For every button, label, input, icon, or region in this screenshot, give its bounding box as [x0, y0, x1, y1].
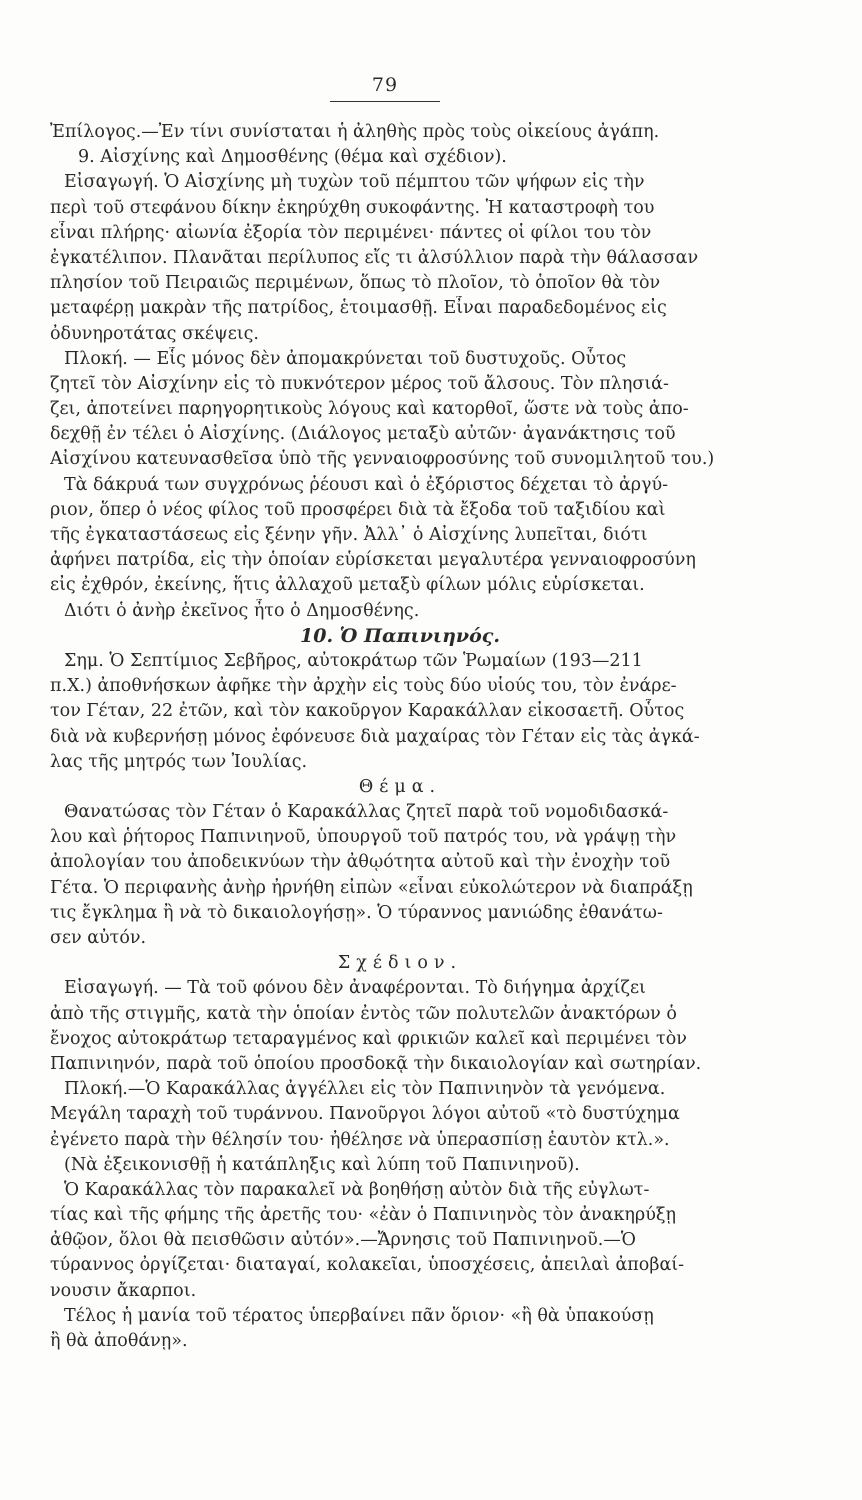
text-line: τῆς ἐγκαταστάσεως εἰς ξένην γῆν. Ἀλλ᾽ ὁ Αἰσχίνης λυπεῖται, διότι: [50, 525, 648, 545]
text-line: τύραννος ὀργίζεται· διαταγαί, κολακεῖαι, ὑποσχέσεις, ἀπειλαὶ ἀποβαί-: [50, 1255, 685, 1276]
text-line: 10. Ὁ Παπινιηνός.: [300, 624, 500, 647]
text-line: τίας καὶ τῆς φήμης τῆς ἀρετῆς του· «ἐὰν ὁ Παπινιηνὸς τὸν ἀνακηρύξῃ: [50, 1205, 676, 1226]
text-line: διὰ νὰ κυβερνήσῃ μόνος ἐφόνευσε διὰ μαχαίρας τὸν Γέταν εἰς τὰς ἀγκά-: [50, 726, 700, 747]
text-line: ἀθῷον, ὅλοι θὰ πεισθῶσιν αὐτόν».—Ἄρνησις τοῦ Παπινιηνοῦ.—Ὁ: [50, 1230, 636, 1251]
text-line: ὀδυνηροτάτας σκέψεις.: [50, 323, 259, 344]
text-line: νουσιν ἄκαρποι.: [50, 1280, 197, 1301]
text-line: σεν αὐτόν.: [50, 928, 147, 948]
text-line: λου καὶ ῥήτορος Παπινιηνοῦ, ὑπουργοῦ τοῦ πατρός του, νὰ γράψῃ τὴν: [50, 827, 677, 848]
text-line: ἀπὸ τῆς στιγμῆς, κατὰ τὴν ὁποίαν ἐντὸς τῶν πολυτελῶν ἀνακτόρων ὁ: [50, 1003, 677, 1024]
text-line: Τὰ δάκρυά των συγχρόνως ῥέουσι καὶ ὁ ἐξόριστος δέχεται τὸ ἀργύ-: [64, 474, 669, 495]
text-line: τις ἔγκλημα ἢ νὰ τὸ δικαιολογήσῃ». Ὁ τύραννος μανιώδης ἐθανάτω-: [50, 902, 663, 923]
text-line: π.Χ.) ἀποθνήσκων ἀφῆκε τὴν ἀρχὴν εἰς τοὺς δύο υἱούς του, τὸν ἐνάρε-: [50, 676, 677, 697]
text-line: ζητεῖ τὸν Αἰσχίνην εἰς τὸ πυκνότερον μέρος τοῦ ἄλσους. Τὸν πλησιά-: [50, 373, 669, 394]
text-line: Ὁ Καρακάλλας τὸν παρακαλεῖ νὰ βοηθήσῃ αὐτὸν διὰ τῆς εὐγλωτ-: [64, 1179, 650, 1200]
text-line: ἀφήνει πατρίδα, εἰς τὴν ὁποίαν εὑρίσκεται μεγαλυτέρα γενναιοφροσύνη: [50, 550, 696, 571]
text-line: 9. Αἰσχίνης καὶ Δημοσθένης (θέμα καὶ σχέδιον).: [78, 147, 507, 168]
page-number: 79: [371, 74, 399, 96]
text-line: εἰς ἐχθρόν, ἐκείνης, ἥτις ἀλλαχοῦ μεταξὺ φίλων μόλις εὑρίσκεται.: [50, 575, 645, 596]
text-line: ζει, ἀποτείνει παρηγορητικοὺς λόγους καὶ κατορθοῖ, ὥστε νὰ τοὺς ἀπο-: [50, 399, 689, 420]
text-line: Θέμα.: [358, 776, 442, 797]
text-line: Σημ. Ὁ Σεπτίμιος Σεβῆρος, αὐτοκράτωρ τῶν Ῥωμαίων (193—211: [64, 650, 643, 671]
text-line: Σχέδιον.: [337, 953, 463, 974]
text-line: ἐγένετο παρὰ τὴν θέλησίν του· ἠθέλησε νὰ ὑπερασπίσῃ ἑαυτὸν κτλ.».: [50, 1129, 670, 1150]
page-number-rule: [330, 101, 440, 102]
text-line: Εἰσαγωγή. — Τὰ τοῦ φόνου δὲν ἀναφέρονται. Τὸ διήγημα ἀρχίζει: [64, 978, 646, 999]
text-line: τον Γέταν, 22 ἐτῶν, καὶ τὸν κακοῦργον Καρακάλλαν εἰκοσαετῆ. Οὗτος: [50, 701, 685, 722]
text-line: Εἰσαγωγή. Ὁ Αἰσχίνης μὴ τυχὼν τοῦ πέμπτου τῶν ψήφων εἰς τὴν: [64, 172, 645, 193]
text-line: Θανατώσας τὸν Γέταν ὁ Καρακάλλας ζητεῖ παρὰ τοῦ νομοδιδασκά-: [64, 802, 669, 823]
text-line: Διότι ὁ ἀνὴρ ἐκεῖνος ἦτο ὁ Δημοσθένης.: [64, 600, 420, 621]
text-line: πλησίον τοῦ Πειραιῶς περιμένων, ὅπως τὸ πλοῖον, τὸ ὁποῖον θὰ τὸν: [50, 273, 661, 294]
text-line: (Νὰ ἐξεικονισθῇ ἡ κατάπληξις καὶ λύπη τοῦ Παπινιηνοῦ).: [64, 1154, 580, 1175]
text-line: Παπινιηνόν, παρὰ τοῦ ὁποίου προσδοκᾷ τὴν δικαιολογίαν καὶ σωτηρίαν.: [50, 1053, 702, 1074]
page-body-text: [50, 120, 750, 1354]
text-line: δεχθῇ ἐν τέλει ὁ Αἰσχίνης. (Διάλογος μεταξὺ αὐτῶν· ἀγανάκτησις τοῦ: [50, 424, 676, 445]
text-line: ἀπολογίαν του ἀποδεικνύων τὴν ἀθῳότητα αὐτοῦ καὶ τὴν ἐνοχὴν τοῦ: [50, 852, 671, 873]
text-line: ἢ θὰ ἀποθάνῃ».: [50, 1331, 188, 1351]
text-line: Γέτα. Ὁ περιφανὴς ἀνὴρ ἠρνήθη εἰπὼν «εἶναι εὐκολώτερον νὰ διαπράξῃ: [50, 877, 693, 898]
text-line: ἔνοχος αὐτοκράτωρ τεταραγμένος καὶ φρικιῶν καλεῖ καὶ περιμένει τὸν: [50, 1028, 687, 1049]
text-line: ἐγκατέλιπον. Πλανᾶται περίλυπος εἴς τι ἀλσύλλιον παρὰ τὴν θάλασσαν: [50, 247, 699, 268]
text-line: Πλοκή. — Εἷς μόνος δὲν ἀπομακρύνεται τοῦ δυστυχοῦς. Οὗτος: [64, 348, 627, 369]
text-line: μεταφέρῃ μακρὰν τῆς πατρίδος, ἑτοιμασθῇ. Εἶναι παραδεδομένος εἰς: [50, 298, 667, 319]
text-line: ριον, ὅπερ ὁ νέος φίλος τοῦ προσφέρει διὰ τὰ ἔξοδα τοῦ ταξιδίου καὶ: [50, 499, 666, 520]
text-line: εἶναι πλήρης· αἰωνία ἐξορία τὸν περιμένει· πάντες οἱ φίλοι του τὸν: [50, 222, 652, 243]
text-line: Πλοκή.—Ὁ Καρακάλλας ἀγγέλλει εἰς τὸν Παπινιηνὸν τὰ γενόμενα.: [64, 1079, 666, 1100]
text-line: Ἐπίλογος.—Ἐν τίνι συνίσταται ἡ ἀληθὴς πρὸς τοὺς οἰκείους ἀγάπη.: [50, 122, 660, 142]
text-line: λας τῆς μητρός των Ἰουλίας.: [50, 751, 308, 772]
text-line: περὶ τοῦ στεφάνου δίκην ἐκηρύχθη συκοφάντης. Ἡ καταστροφὴ του: [50, 197, 655, 218]
text-line: Μεγάλη ταραχὴ τοῦ τυράννου. Πανοῦργοι λόγοι αὐτοῦ «τὸ δυστύχημα: [50, 1104, 680, 1125]
text-line: Τέλος ἡ μανία τοῦ τέρατος ὑπερβαίνει πᾶν ὅριον· «ἢ θὰ ὑπακούσῃ: [64, 1305, 654, 1326]
text-line: Αἰσχίνου κατευνασθεῖσα ὑπὸ τῆς γενναιοφροσύνης τοῦ συνομιλητοῦ του.): [50, 449, 715, 470]
